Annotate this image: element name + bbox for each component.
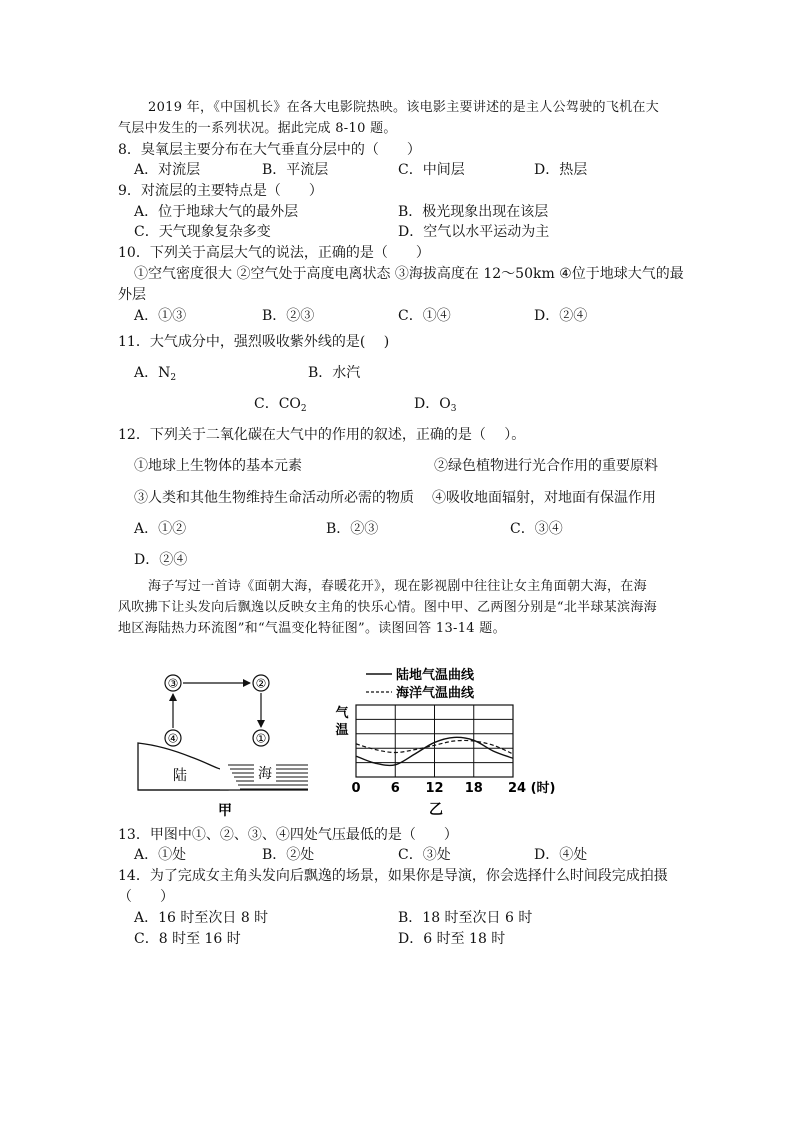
question-13-stem: 13．甲图中①、②、③、④四处气压最低的是（ ） — [118, 827, 458, 843]
question-14-stem-line-2: （ ） — [118, 889, 174, 905]
question-12-option-d[interactable]: D．②④ — [134, 552, 188, 568]
question-14-stem-line-1: 14．为了完成女主角头发向后飘逸的场景，如果你是导演，你会选择什么时间段完成拍摄 — [118, 868, 668, 884]
point-4 — [165, 730, 181, 746]
question-8-option-d[interactable]: D．热层 — [534, 162, 588, 178]
question-12-statement-2: ②绿色植物进行光合作用的重要原料 — [434, 458, 658, 474]
question-13-option-a[interactable]: A．①处 — [134, 847, 187, 863]
y-axis-label-2: 温 — [335, 723, 349, 738]
question-8-option-a[interactable]: A．对流层 — [134, 162, 201, 178]
point-1 — [253, 730, 269, 746]
question-10-statements-line-1: ①空气密度很大 ②空气处于高度电离状态 ③海拔高度在 12～50km ④位于地球大气的最 — [134, 266, 684, 282]
point-2 — [253, 675, 269, 691]
question-11-stem: 11．大气成分中，强烈吸收紫外线的是( ) — [118, 334, 390, 350]
question-12-statement-3: ③人类和其他生物维持生命活动所必需的物质 — [134, 490, 414, 506]
question-10-option-a[interactable]: A．①③ — [134, 308, 187, 324]
x-tick-12: 12 — [425, 781, 444, 796]
figure-jia-circulation-diagram — [136, 665, 314, 825]
question-8-option-c[interactable]: C．中间层 — [398, 162, 465, 178]
question-14-option-c[interactable]: C．8 时至 16 时 — [134, 931, 241, 947]
option-d-label: D．O — [414, 396, 451, 412]
question-12-option-c[interactable]: C．③④ — [510, 521, 563, 537]
x-tick-24: 24 (时) — [508, 781, 556, 796]
question-12-statement-4: ④吸收地面辐射，对地面有保温作用 — [432, 490, 656, 506]
x-tick-6: 6 — [390, 781, 400, 796]
question-12-stem: 12．下列关于二氧化碳在大气中的作用的叙述，正确的是（ ）。 — [118, 427, 526, 443]
question-10-option-c[interactable]: C．①④ — [398, 308, 451, 324]
point-3 — [165, 675, 181, 691]
question-11-option-c[interactable] — [254, 395, 307, 413]
question-10-stem: 10．下列关于高层大气的说法，正确的是（ ） — [118, 245, 430, 261]
question-11-option-a[interactable] — [134, 364, 176, 382]
question-14-option-a[interactable]: A．16 时至次日 8 时 — [134, 910, 269, 926]
option-c-subscript: 2 — [300, 404, 307, 414]
option-c-label: C．CO — [254, 396, 301, 412]
question-10-option-d[interactable]: D．②④ — [534, 308, 588, 324]
option-a-label: A．N — [134, 365, 171, 381]
question-12-option-b[interactable]: B．②③ — [326, 521, 379, 537]
option-d-subscript: 3 — [450, 404, 457, 414]
question-8-stem: 8．臭氧层主要分布在大气垂直分层中的（ ） — [118, 142, 421, 158]
question-12-statement-1: ①地球上生物体的基本元素 — [134, 458, 302, 474]
sea-label: 海 — [258, 766, 272, 782]
question-9-option-a[interactable]: A．位于地球大气的最外层 — [134, 204, 299, 220]
question-9-option-d[interactable]: D．空气以水平运动为主 — [398, 224, 550, 240]
figure-yi-caption: 乙 — [429, 802, 443, 818]
figure-jia-caption: 甲 — [218, 803, 232, 819]
x-tick-18: 18 — [464, 781, 483, 796]
question-9-stem: 9．对流层的主要特点是（ ） — [118, 183, 323, 199]
question-10-statements-line-2: 外层 — [118, 287, 146, 303]
question-9-option-b[interactable]: B．极光现象出现在该层 — [398, 204, 549, 220]
intro-paragraph-2-line-3: 地区海陆热力环流图”和“气温变化特征图”。读图回答 13-14 题。 — [118, 621, 506, 636]
legend-sea-label: 海洋气温曲线 — [396, 686, 475, 701]
question-10-option-b[interactable]: B．②③ — [262, 308, 315, 324]
question-14-option-d[interactable]: D．6 时至 18 时 — [398, 931, 506, 947]
intro-paragraph-1-line-2: 气层中发生的一系列状况。据此完成 8-10 题。 — [118, 121, 397, 136]
svg-text:①: ① — [255, 731, 267, 746]
plot-grid — [356, 705, 513, 777]
intro-paragraph-1-line-1: 2019 年，《中国机长》在各大电影院热映。该电影主要讲述的是主人公驾驶的飞机在大 — [148, 100, 660, 115]
land-label: 陆 — [173, 768, 187, 784]
question-9-option-c[interactable]: C．天气现象复杂多变 — [134, 224, 271, 240]
option-a-subscript: 2 — [170, 373, 177, 383]
svg-text:②: ② — [255, 676, 267, 691]
intro-paragraph-2-line-1: 海子写过一首诗《面朝大海，春暖花开》，现在影视剧中往往让女主角面朝大海，在海 — [148, 579, 647, 594]
question-13-option-b[interactable]: B．②处 — [262, 847, 315, 863]
x-tick-0: 0 — [351, 781, 361, 796]
y-axis-label-1: 气 — [335, 706, 349, 721]
question-13-option-d[interactable]: D．④处 — [534, 847, 588, 863]
question-13-option-c[interactable]: C．③处 — [398, 847, 451, 863]
question-11-option-d[interactable] — [414, 395, 456, 413]
svg-text:④: ④ — [167, 731, 179, 746]
legend-land-label: 陆地气温曲线 — [396, 668, 475, 683]
figure-yi-temperature-chart — [330, 662, 560, 822]
question-8-option-b[interactable]: B．平流层 — [262, 162, 329, 178]
svg-text:③: ③ — [167, 676, 179, 691]
question-12-option-a[interactable]: A．①② — [134, 521, 187, 537]
question-11-option-b[interactable]: B．水汽 — [308, 365, 361, 381]
intro-paragraph-2-line-2: 风吹拂下让头发向后飘逸以反映女主角的快乐心情。图中甲、乙两图分别是“北半球某滨海海 — [118, 600, 657, 615]
question-14-option-b[interactable]: B．18 时至次日 6 时 — [398, 910, 533, 926]
